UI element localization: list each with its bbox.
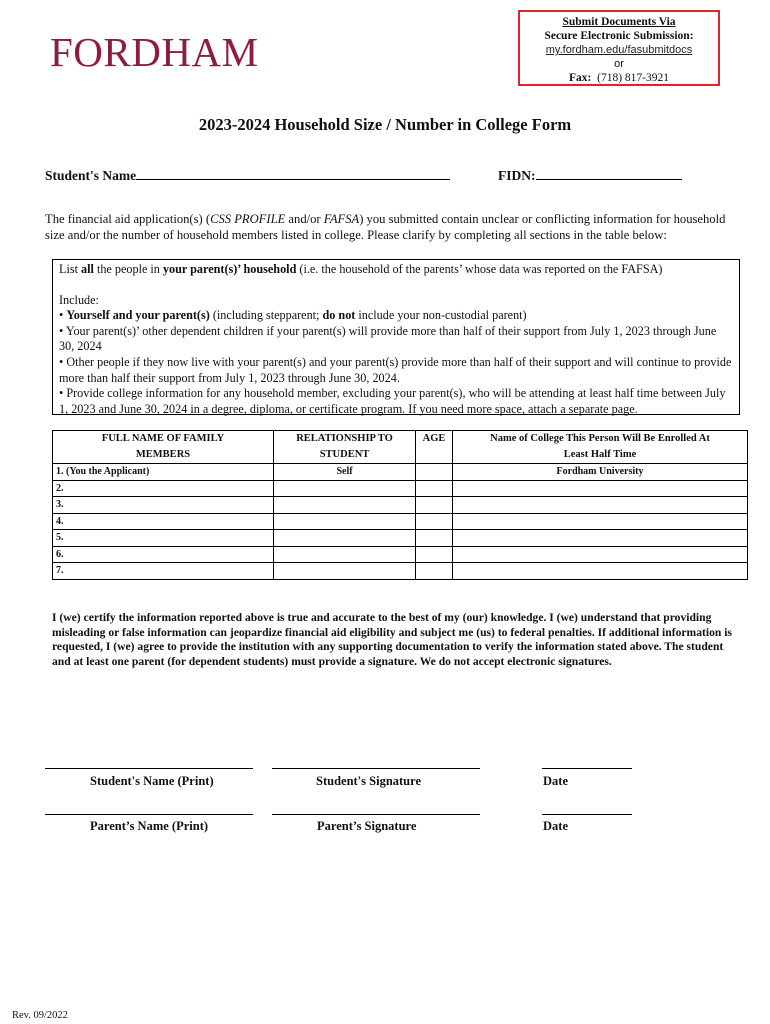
cell-college[interactable] <box>453 480 748 497</box>
cell-college[interactable] <box>453 546 748 563</box>
cell-name[interactable]: 3. <box>53 497 274 514</box>
submit-url-link[interactable]: my.fordham.edu/fasubmitdocs <box>545 44 693 56</box>
cell-college[interactable] <box>453 513 748 530</box>
cell-name[interactable]: 5. <box>53 530 274 547</box>
table-row <box>53 480 748 497</box>
student-name-row <box>45 167 450 184</box>
student-signature-line[interactable] <box>272 768 480 769</box>
revision-date: Rev. 09/2022 <box>12 1010 68 1021</box>
cell-relationship[interactable] <box>274 513 416 530</box>
parent-signature-line[interactable] <box>272 814 480 815</box>
fax-number: (718) 817-3921 <box>597 72 669 84</box>
cell-college[interactable] <box>453 497 748 514</box>
cell-name[interactable]: 2. <box>53 480 274 497</box>
submit-title: Submit Documents Via <box>562 16 676 28</box>
student-name-print-label: Student's Name (Print) <box>90 774 214 788</box>
cell-name[interactable]: 6. <box>53 546 274 563</box>
include-bullet-3: • Other people if they now live with your parent(s) and your parent(s) provide more than half of their support and will continue to provide more than half their support from July 1, 2023 through June 30, 2024. <box>59 354 732 385</box>
cell-age[interactable] <box>416 513 453 530</box>
student-name-field[interactable] <box>136 167 450 180</box>
parent-name-print-line[interactable] <box>45 814 253 815</box>
table-row <box>53 563 748 580</box>
student-name-print-line[interactable] <box>45 768 253 769</box>
header-relationship: RELATIONSHIP TO STUDENT <box>274 431 416 464</box>
date-line-2[interactable] <box>542 814 632 815</box>
header-college: Name of College This Person Will Be Enrolled At Least Half Time <box>453 431 748 464</box>
cell-college[interactable]: Fordham University <box>453 464 748 481</box>
cell-age[interactable] <box>416 480 453 497</box>
cell-relationship[interactable] <box>274 530 416 547</box>
list-instruction: List all the people in your parent(s)’ household (i.e. the household of the parents’ whose data was reported on the FAFSA) <box>59 262 663 276</box>
household-members-table <box>52 430 748 580</box>
cell-age[interactable] <box>416 563 453 580</box>
cell-age[interactable] <box>416 497 453 514</box>
form-title: 2023-2024 Household Size / Number in College Form <box>198 115 572 134</box>
table-row <box>53 530 748 547</box>
fax-label: Fax: <box>569 72 592 84</box>
header-age: AGE <box>416 431 453 464</box>
date-label-1: Date <box>543 774 568 788</box>
date-line-1[interactable] <box>542 768 632 769</box>
parent-signature-label: Parent’s Signature <box>317 819 417 833</box>
student-signature-label: Student's Signature <box>316 774 422 788</box>
submit-method: Secure Electronic Submission: <box>544 30 694 42</box>
fordham-logo: FORDHAM <box>50 29 259 75</box>
or-text: or <box>614 58 624 70</box>
date-label-2: Date <box>543 819 568 833</box>
include-bullet-4: • Provide college information for any household member, excluding your parent(s), who will be attending at least half time between July 1, 2023 and June 30, 2024 in a degree, diploma, or certificate program. If you need more space, attach a separate page. <box>59 386 726 416</box>
cell-age[interactable] <box>416 530 453 547</box>
table-row <box>53 513 748 530</box>
include-bullet-1: • Yourself and your parent(s) (including stepparent; do not include your non-custodial parent) <box>59 308 527 323</box>
instructions-box <box>52 259 740 415</box>
cell-college[interactable] <box>453 563 748 580</box>
student-name-label: Student's Name <box>45 168 137 183</box>
cell-name[interactable]: 1. (You the Applicant) <box>53 464 274 481</box>
fidn-row <box>498 167 682 184</box>
fidn-field[interactable] <box>536 167 682 180</box>
submit-documents-box <box>518 10 720 86</box>
table-row <box>53 464 748 481</box>
table-row <box>53 497 748 514</box>
cell-relationship[interactable] <box>274 480 416 497</box>
parent-name-print-label: Parent’s Name (Print) <box>90 819 209 833</box>
intro-paragraph: The financial aid application(s) (CSS PROFILE and/or FAFSA) you submitted contain unclear or conflicting information for household size and/or the number of household members listed in college. Please clarify by completing all sections in the table below: <box>45 212 726 242</box>
cell-name[interactable]: 7. <box>53 563 274 580</box>
certification-statement: I (we) certify the information reported above is true and accurate to the best of my (our) knowledge. I (we) understand that providing misleading or false information can jeopardize financial aid eligibility and subject me (us) to federal penalties. If additional information is requested, I (we) agree to provide the institution with any supporting documentation to verify the information stated above. The student and at least one parent (for dependent students) must provide a signature. We do not accept electronic signatures. <box>52 611 732 668</box>
table-header-row <box>53 431 748 464</box>
include-label: Include: <box>59 292 99 307</box>
table-row <box>53 546 748 563</box>
cell-relationship[interactable]: Self <box>274 464 416 481</box>
cell-name[interactable]: 4. <box>53 513 274 530</box>
fafsa-text: FAFSA <box>323 212 360 226</box>
cell-college[interactable] <box>453 530 748 547</box>
fidn-label: FIDN: <box>498 168 536 183</box>
cell-relationship[interactable] <box>274 497 416 514</box>
include-bullet-2: • Your parent(s)’ other dependent children if your parent(s) will provide more than half of their support from July 1, 2023 through June 30, 2024 <box>59 323 717 354</box>
header-full-name: FULL NAME OF FAMILY MEMBERS <box>53 431 274 464</box>
cell-age[interactable] <box>416 464 453 481</box>
cell-age[interactable] <box>416 546 453 563</box>
cell-relationship[interactable] <box>274 563 416 580</box>
css-profile-text: CSS PROFILE <box>210 212 286 226</box>
cell-relationship[interactable] <box>274 546 416 563</box>
